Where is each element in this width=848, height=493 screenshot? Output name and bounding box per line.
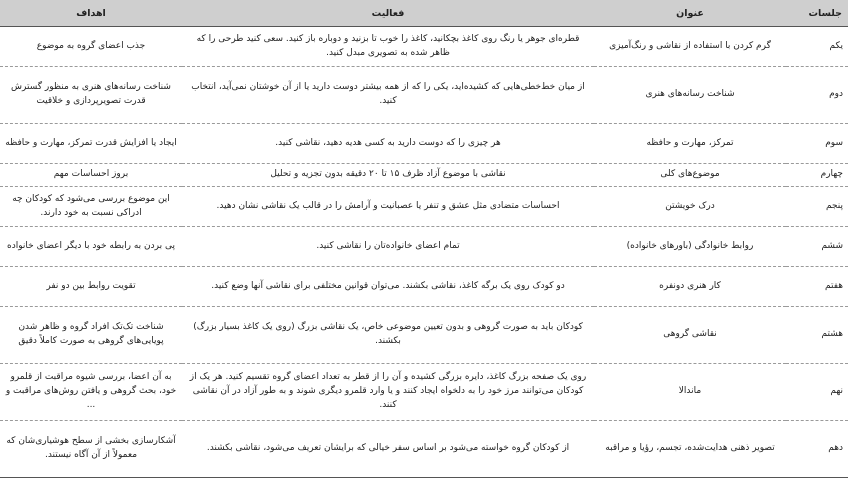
cell-session: ششم — [786, 227, 848, 267]
cell-goals: پی بردن به رابطه خود با دیگر اعضای خانواده — [0, 227, 182, 267]
table-row — [0, 267, 848, 307]
cell-activity: از کودکان گروه خواسته می‌شود بر اساس سفر خیالی که برایشان تعریف می‌شود، نقاشی بکشند. — [182, 421, 594, 478]
cell-activity: از میان خط‌خطی‌هایی که کشیده‌اید، یکی را که از همه بیشتر دوست دارید یا از آن خوشتان نمی‌آید، انتخاب کنید. — [182, 67, 594, 124]
cell-title: ماندالا — [594, 364, 786, 421]
table-body — [0, 27, 848, 478]
cell-goals: بروز احساسات مهم — [0, 164, 182, 187]
cell-activity: قطره‌ای جوهر یا رنگ روی کاغذ بچکانید، کاغذ را خوب تا بزنید و دوباره باز کنید. سعی کنید طرحی را که ظاهر شده به تصویری مبدل کنید. — [182, 27, 594, 67]
cell-title: گرم کردن با استفاده از نقاشی و رنگ‌آمیزی — [594, 27, 786, 67]
cell-session: پنجم — [786, 187, 848, 227]
cell-goals: شناخت تک‌تک افراد گروه و ظاهر شدن پویایی‌های گروهی به صورت کاملاً دقیق — [0, 307, 182, 364]
table-row — [0, 187, 848, 227]
cell-goals: ایجاد یا افزایش قدرت تمرکز، مهارت و حافظه — [0, 124, 182, 164]
cell-session: چهارم — [786, 164, 848, 187]
table-row — [0, 124, 848, 164]
cell-session: یکم — [786, 27, 848, 67]
cell-activity: کودکان باید به صورت گروهی و بدون تعیین موضوعی خاص، یک نقاشی بزرگ (روی یک کاغذ بسیار بزرگ) بکشند. — [182, 307, 594, 364]
table-row — [0, 227, 848, 267]
cell-session: دهم — [786, 421, 848, 478]
cell-activity: تمام اعضای خانواده‌تان را نقاشی کنید. — [182, 227, 594, 267]
cell-session: دوم — [786, 67, 848, 124]
table-header-row — [0, 0, 848, 27]
cell-activity: احساسات متضادی مثل عشق و تنفر یا عصبانیت و آرامش را در قالب یک نقاشی نشان دهید. — [182, 187, 594, 227]
cell-title: درک خویشتن — [594, 187, 786, 227]
header-title: عنوان — [594, 0, 786, 27]
table-row — [0, 67, 848, 124]
header-sessions: جلسات — [786, 0, 848, 27]
cell-goals: به آن اعضا، بررسی شیوه مراقبت از قلمرو خود، بحث گروهی و یافتن روش‌های مراقبت و ... — [0, 364, 182, 421]
cell-activity: هر چیزی را که دوست دارید به کسی هدیه دهید، نقاشی کنید. — [182, 124, 594, 164]
cell-session: هشتم — [786, 307, 848, 364]
table-row — [0, 421, 848, 478]
cell-goals: تقویت روابط بین دو نفر — [0, 267, 182, 307]
cell-activity: نقاشی با موضوع آزاد ظرف ۱۵ تا ۲۰ دقیقه بدون تجزیه و تحلیل — [182, 164, 594, 187]
cell-title: نقاشی گروهی — [594, 307, 786, 364]
cell-title: روابط خانوادگی (باورهای خانواده) — [594, 227, 786, 267]
table-row — [0, 307, 848, 364]
cell-goals: این موضوع بررسی می‌شود که کودکان چه ادراکی نسبت به خود دارند. — [0, 187, 182, 227]
cell-goals: آشکارسازی بخشی از سطح هوشیاری‌شان که معمولاً از آن آگاه نیستند. — [0, 421, 182, 478]
cell-title: تصویر ذهنی هدایت‌شده، تجسم، رؤیا و مراقبه — [594, 421, 786, 478]
cell-activity: روی یک صفحه بزرگ کاغذ، دایره بزرگی کشیده و آن را از قطر به تعداد اعضای گروه تقسیم کنید. هر یک از کودکان می‌توانند مرز خود را به دلخواه ایجاد کنند و یا وارد قلمرو دیگری شوند و به طور آزاد در آن نقاشی کنند. — [182, 364, 594, 421]
table-row — [0, 27, 848, 67]
cell-session: هفتم — [786, 267, 848, 307]
cell-session: نهم — [786, 364, 848, 421]
header-goals: اهداف — [0, 0, 182, 27]
cell-session: سوم — [786, 124, 848, 164]
cell-title: موضوع‌های کلی — [594, 164, 786, 187]
cell-goals: شناخت رسانه‌های هنری به منظور گسترش قدرت تصویرپردازی و خلاقیت — [0, 67, 182, 124]
cell-activity: دو کودک روی یک برگه کاغذ، نقاشی بکشند. می‌توان قوانین مختلفی برای نقاشی آنها وضع کنید. — [182, 267, 594, 307]
table-row — [0, 164, 848, 187]
cell-title: کار هنری دونفره — [594, 267, 786, 307]
cell-goals: جذب اعضای گروه به موضوع — [0, 27, 182, 67]
table-row — [0, 364, 848, 421]
header-activity: فعالیت — [182, 0, 594, 27]
cell-title: شناخت رسانه‌های هنری — [594, 67, 786, 124]
cell-title: تمرکز، مهارت و حافظه — [594, 124, 786, 164]
